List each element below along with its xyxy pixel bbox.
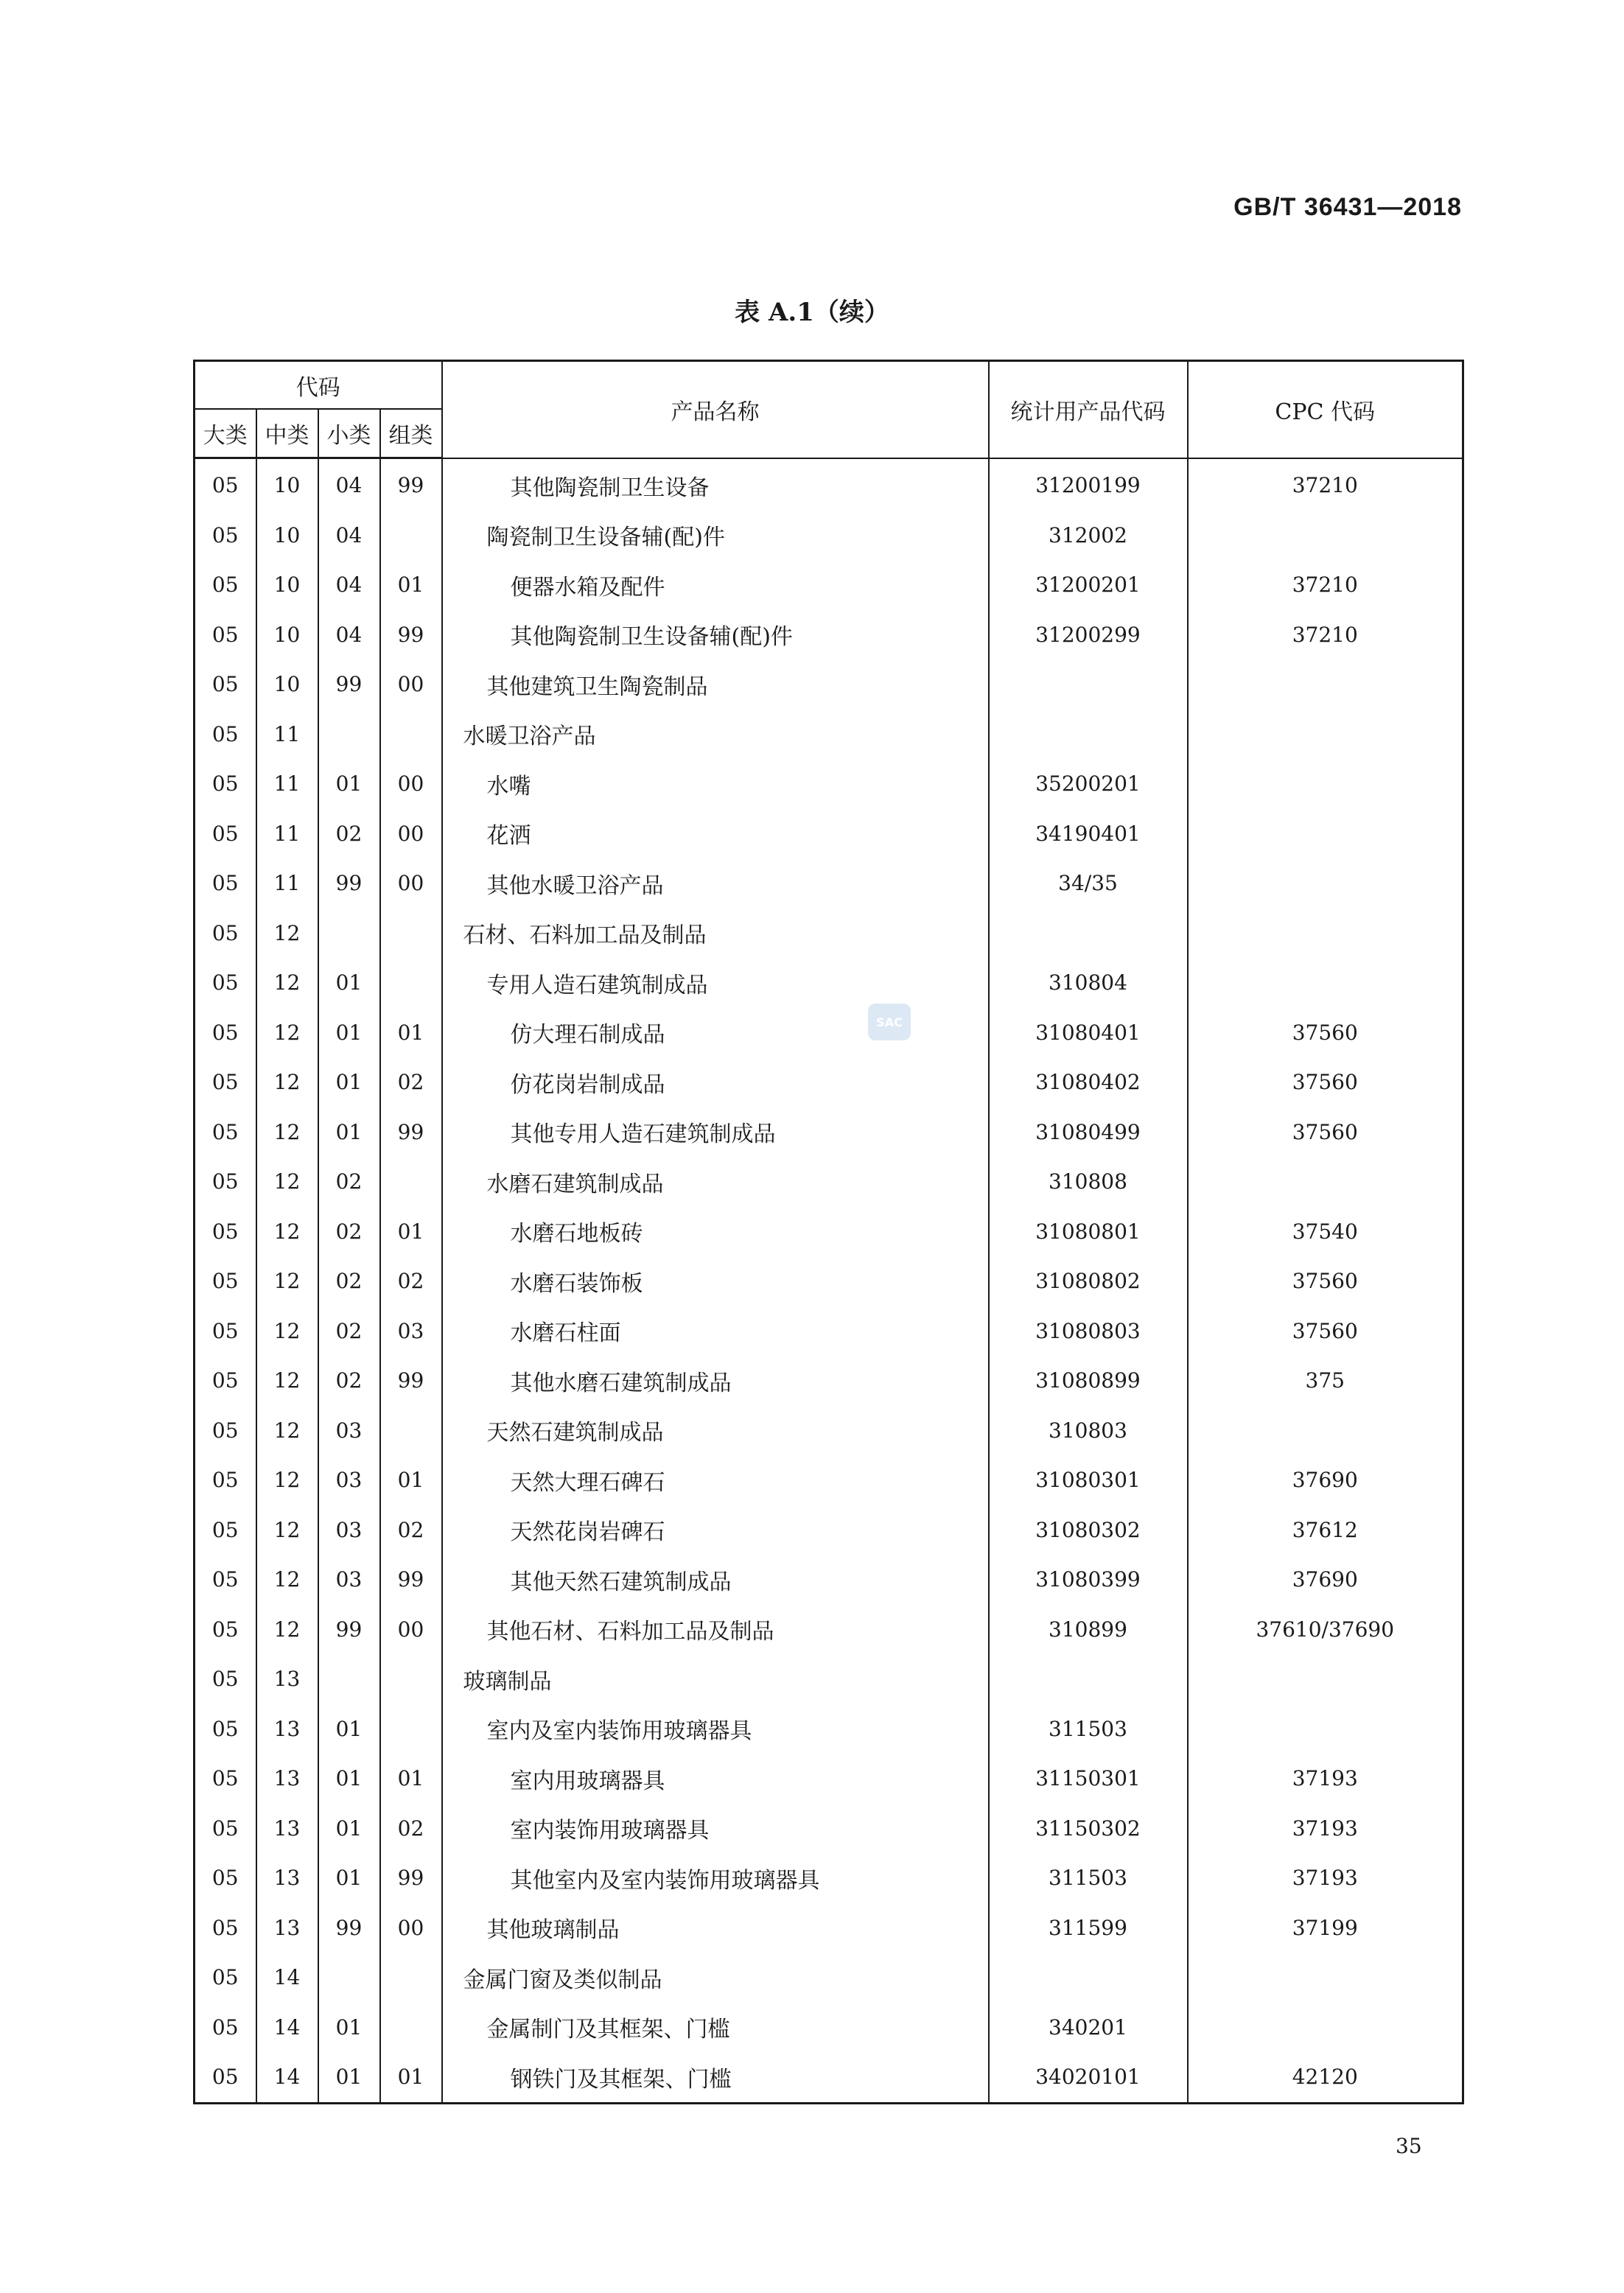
cell-stat-code: 312002 [989,511,1188,561]
table-row [195,1157,1463,1207]
cell-stat-code: 31080801 [989,1207,1188,1257]
cell-major: 05 [195,1505,256,1555]
cell-product-name: 天然大理石碑石 [442,1455,989,1505]
cell-middle: 12 [256,1356,318,1406]
cell-major: 05 [195,759,256,809]
cell-middle: 12 [256,1256,318,1306]
cell-cpc-code [1188,858,1463,909]
table-row [195,1804,1463,1854]
cell-group: 99 [380,1356,442,1406]
cell-minor: 01 [318,1008,380,1058]
table-row [195,909,1463,959]
cell-stat-code: 31080803 [989,1306,1188,1356]
header-major: 大类 [195,409,256,458]
cell-stat-code: 34/35 [989,858,1188,909]
cell-cpc-code [1188,1704,1463,1754]
cell-middle: 12 [256,1605,318,1655]
cell-product-name: 其他石材、石料加工品及制品 [442,1605,989,1655]
cell-product-name: 室内装饰用玻璃器具 [442,1804,989,1854]
cell-group: 02 [380,1256,442,1306]
cell-group: 00 [380,809,442,859]
cell-stat-code: 31080302 [989,1505,1188,1555]
cell-major: 05 [195,1704,256,1754]
cell-middle: 13 [256,1804,318,1854]
cell-product-name: 其他专用人造石建筑制成品 [442,1107,989,1158]
cell-major: 05 [195,909,256,959]
cell-middle: 14 [256,2003,318,2053]
cell-product-name: 仿花岗岩制成品 [442,1057,989,1107]
cell-stat-code: 31080399 [989,1555,1188,1605]
cell-minor: 03 [318,1555,380,1605]
table-row [195,560,1463,610]
cell-middle: 13 [256,1903,318,1953]
cell-stat-code: 310803 [989,1406,1188,1456]
cell-group [380,958,442,1008]
cell-cpc-code: 37560 [1188,1057,1463,1107]
cell-minor: 03 [318,1455,380,1505]
cell-group: 01 [380,560,442,610]
cell-minor: 01 [318,2052,380,2103]
cell-group: 99 [380,1853,442,1903]
cell-group: 02 [380,1057,442,1107]
table-row [195,1754,1463,1804]
cell-product-name: 天然花岗岩碑石 [442,1505,989,1555]
header-product-name: 产品名称 [442,361,989,458]
cell-cpc-code [1188,1654,1463,1704]
page-number: 35 [1396,2134,1422,2158]
cell-cpc-code [1188,909,1463,959]
cell-product-name: 陶瓷制卫生设备辅(配)件 [442,511,989,561]
cell-cpc-code [1188,759,1463,809]
cell-stat-code: 31200199 [989,458,1188,511]
header-middle: 中类 [256,409,318,458]
cell-major: 05 [195,809,256,859]
cell-group: 03 [380,1306,442,1356]
cell-group: 99 [380,1555,442,1605]
cell-minor: 04 [318,610,380,660]
cell-product-name: 水磨石柱面 [442,1306,989,1356]
cell-major: 05 [195,1804,256,1854]
cell-group: 00 [380,1903,442,1953]
cell-middle: 12 [256,1555,318,1605]
cell-minor: 01 [318,958,380,1008]
cell-minor: 02 [318,1356,380,1406]
header-group: 组类 [380,409,442,458]
cell-cpc-code: 37210 [1188,458,1463,511]
cell-minor: 99 [318,1605,380,1655]
cell-product-name: 水暖卫浴产品 [442,710,989,760]
cell-minor: 01 [318,1853,380,1903]
table-row [195,2003,1463,2053]
cell-cpc-code: 37540 [1188,1207,1463,1257]
cell-group: 00 [380,1605,442,1655]
cell-product-name: 花洒 [442,809,989,859]
cell-middle: 12 [256,1505,318,1555]
cell-product-name: 天然石建筑制成品 [442,1406,989,1456]
cell-minor: 01 [318,1754,380,1804]
table-row [195,1555,1463,1605]
cell-major: 05 [195,1953,256,2003]
cell-middle: 10 [256,458,318,511]
table-row [195,659,1463,710]
cell-group: 01 [380,1008,442,1058]
header-stat-code: 统计用产品代码 [989,361,1188,458]
table-row [195,858,1463,909]
cell-middle: 11 [256,710,318,760]
cell-major: 05 [195,1555,256,1605]
cell-stat-code: 31080899 [989,1356,1188,1406]
cell-stat-code: 311503 [989,1704,1188,1754]
cell-group [380,909,442,959]
table-row [195,1505,1463,1555]
cell-minor [318,909,380,959]
cell-minor [318,710,380,760]
cell-major: 05 [195,1057,256,1107]
cell-product-name: 钢铁门及其框架、门槛 [442,2052,989,2103]
cell-major: 05 [195,560,256,610]
cell-product-name: 水磨石地板砖 [442,1207,989,1257]
cell-group: 02 [380,1505,442,1555]
cell-middle: 12 [256,1008,318,1058]
cell-major: 05 [195,610,256,660]
cell-minor: 99 [318,1903,380,1953]
cell-cpc-code [1188,1157,1463,1207]
cell-middle: 12 [256,958,318,1008]
cell-cpc-code [1188,1406,1463,1456]
cell-cpc-code [1188,809,1463,859]
cell-cpc-code: 37610/37690 [1188,1605,1463,1655]
cell-middle: 14 [256,1953,318,2003]
cell-stat-code: 31150302 [989,1804,1188,1854]
cell-product-name: 金属门窗及类似制品 [442,1953,989,2003]
cell-cpc-code: 37560 [1188,1256,1463,1306]
cell-product-name: 室内及室内装饰用玻璃器具 [442,1704,989,1754]
cell-major: 05 [195,2052,256,2103]
table-row [195,458,1463,511]
cell-product-name: 水磨石装饰板 [442,1256,989,1306]
table-row [195,1256,1463,1306]
cell-product-name: 便器水箱及配件 [442,560,989,610]
table-row [195,1207,1463,1257]
cell-middle: 11 [256,759,318,809]
table-row [195,809,1463,859]
cell-minor: 01 [318,1107,380,1158]
cell-group [380,710,442,760]
cell-cpc-code: 37199 [1188,1903,1463,1953]
cell-group [380,1406,442,1456]
cell-major: 05 [195,1406,256,1456]
table-row [195,1953,1463,2003]
table-row [195,1605,1463,1655]
cell-middle: 10 [256,511,318,561]
table-row [195,1455,1463,1505]
cell-group: 01 [380,1207,442,1257]
cell-product-name: 其他陶瓷制卫生设备辅(配)件 [442,610,989,660]
cell-group [380,1953,442,2003]
cell-stat-code: 31200299 [989,610,1188,660]
cell-group: 00 [380,659,442,710]
cell-stat-code: 34190401 [989,809,1188,859]
cell-major: 05 [195,858,256,909]
product-code-table [193,360,1464,2104]
cell-stat-code [989,710,1188,760]
cell-major: 05 [195,1853,256,1903]
cell-major: 05 [195,1455,256,1505]
cell-group: 01 [380,2052,442,2103]
cell-cpc-code [1188,1953,1463,2003]
cell-group: 01 [380,1455,442,1505]
cell-major: 05 [195,1754,256,1804]
cell-cpc-code: 42120 [1188,2052,1463,2103]
cell-stat-code: 311503 [989,1853,1188,1903]
cell-group [380,1157,442,1207]
cell-product-name: 其他天然石建筑制成品 [442,1555,989,1605]
cell-cpc-code: 37690 [1188,1455,1463,1505]
cell-cpc-code: 37560 [1188,1107,1463,1158]
cell-minor: 02 [318,1256,380,1306]
cell-minor: 04 [318,458,380,511]
table-row [195,759,1463,809]
cell-group: 01 [380,1754,442,1804]
cell-middle: 10 [256,610,318,660]
table-row [195,1356,1463,1406]
cell-product-name: 其他建筑卫生陶瓷制品 [442,659,989,710]
table-row [195,1654,1463,1704]
cell-stat-code [989,909,1188,959]
cell-minor: 01 [318,1704,380,1754]
cell-minor: 02 [318,1157,380,1207]
cell-middle: 12 [256,1157,318,1207]
cell-stat-code: 31080301 [989,1455,1188,1505]
cell-product-name: 专用人造石建筑制成品 [442,958,989,1008]
cell-stat-code: 31080802 [989,1256,1188,1306]
cell-product-name: 金属制门及其框架、门槛 [442,2003,989,2053]
cell-stat-code: 310804 [989,958,1188,1008]
header-code-group: 代码 [195,361,442,410]
table-row [195,1306,1463,1356]
cell-middle: 12 [256,1406,318,1456]
cell-middle: 12 [256,1057,318,1107]
table-row [195,1903,1463,1953]
cell-major: 05 [195,2003,256,2053]
cell-stat-code: 31200201 [989,560,1188,610]
cell-major: 05 [195,511,256,561]
cell-minor: 99 [318,659,380,710]
cell-middle: 13 [256,1704,318,1754]
cell-stat-code: 31080499 [989,1107,1188,1158]
cell-major: 05 [195,1107,256,1158]
cell-major: 05 [195,659,256,710]
cell-minor [318,1654,380,1704]
cell-group: 00 [380,858,442,909]
cell-group [380,2003,442,2053]
cell-major: 05 [195,458,256,511]
cell-product-name: 水磨石建筑制成品 [442,1157,989,1207]
sac-watermark: SAC [868,1004,911,1040]
cell-group [380,511,442,561]
cell-stat-code: 31080401 [989,1008,1188,1058]
cell-product-name: 其他室内及室内装饰用玻璃器具 [442,1853,989,1903]
table-body [195,458,1463,2104]
cell-middle: 12 [256,1306,318,1356]
cell-middle: 12 [256,1107,318,1158]
cell-major: 05 [195,958,256,1008]
cell-product-name: 室内用玻璃器具 [442,1754,989,1804]
table-row [195,610,1463,660]
cell-group: 99 [380,610,442,660]
standard-number: GB/T 36431—2018 [1233,193,1462,221]
header-minor: 小类 [318,409,380,458]
cell-product-name: 石材、石料加工品及制品 [442,909,989,959]
cell-middle: 12 [256,1455,318,1505]
cell-middle: 11 [256,809,318,859]
cell-product-name: 其他玻璃制品 [442,1903,989,1953]
cell-middle: 10 [256,560,318,610]
table-row [195,2052,1463,2103]
cell-group: 99 [380,458,442,511]
cell-product-name: 其他水磨石建筑制成品 [442,1356,989,1406]
cell-minor: 03 [318,1406,380,1456]
cell-minor: 04 [318,511,380,561]
cell-minor: 01 [318,2003,380,2053]
table-row [195,1406,1463,1456]
cell-major: 05 [195,1008,256,1058]
table-caption: 表 A.1（续） [735,298,889,327]
cell-stat-code: 310899 [989,1605,1188,1655]
cell-major: 05 [195,1903,256,1953]
cell-minor: 02 [318,809,380,859]
cell-major: 05 [195,1306,256,1356]
cell-minor: 02 [318,1207,380,1257]
cell-stat-code: 31150301 [989,1754,1188,1804]
cell-cpc-code [1188,511,1463,561]
table-row [195,1853,1463,1903]
cell-stat-code [989,1953,1188,2003]
cell-middle: 12 [256,1207,318,1257]
cell-product-name: 水嘴 [442,759,989,809]
cell-major: 05 [195,1207,256,1257]
cell-cpc-code [1188,710,1463,760]
cell-minor: 02 [318,1306,380,1356]
cell-stat-code: 34020101 [989,2052,1188,2103]
cell-product-name: 其他陶瓷制卫生设备 [442,458,989,511]
cell-group [380,1654,442,1704]
cell-group: 02 [380,1804,442,1854]
header-cpc-code: CPC 代码 [1188,361,1463,458]
cell-minor: 03 [318,1505,380,1555]
table-row [195,1057,1463,1107]
cell-stat-code: 35200201 [989,759,1188,809]
cell-cpc-code [1188,958,1463,1008]
cell-middle: 11 [256,858,318,909]
cell-cpc-code: 37690 [1188,1555,1463,1605]
cell-minor: 01 [318,1804,380,1854]
cell-major: 05 [195,1654,256,1704]
cell-cpc-code: 37210 [1188,560,1463,610]
cell-cpc-code: 375 [1188,1356,1463,1406]
table-row [195,958,1463,1008]
cell-product-name: 仿大理石制成品 [442,1008,989,1058]
cell-stat-code: 31080402 [989,1057,1188,1107]
cell-cpc-code: 37193 [1188,1754,1463,1804]
cell-cpc-code: 37560 [1188,1008,1463,1058]
cell-cpc-code [1188,2003,1463,2053]
cell-middle: 13 [256,1654,318,1704]
table-row [195,1704,1463,1754]
cell-stat-code [989,659,1188,710]
cell-middle: 14 [256,2052,318,2103]
cell-major: 05 [195,1605,256,1655]
cell-major: 05 [195,1157,256,1207]
cell-major: 05 [195,710,256,760]
cell-product-name: 玻璃制品 [442,1654,989,1704]
cell-middle: 13 [256,1853,318,1903]
cell-middle: 13 [256,1754,318,1804]
cell-product-name: 其他水暖卫浴产品 [442,858,989,909]
cell-cpc-code: 37210 [1188,610,1463,660]
cell-middle: 10 [256,659,318,710]
cell-cpc-code [1188,659,1463,710]
cell-group: 99 [380,1107,442,1158]
cell-stat-code: 340201 [989,2003,1188,2053]
cell-cpc-code: 37193 [1188,1804,1463,1854]
table-row [195,1008,1463,1058]
cell-stat-code: 311599 [989,1903,1188,1953]
cell-stat-code: 310808 [989,1157,1188,1207]
cell-minor: 04 [318,560,380,610]
table-row [195,1107,1463,1158]
cell-minor: 01 [318,759,380,809]
cell-cpc-code: 37560 [1188,1306,1463,1356]
cell-group [380,1704,442,1754]
cell-major: 05 [195,1356,256,1406]
cell-stat-code [989,1654,1188,1704]
cell-cpc-code: 37612 [1188,1505,1463,1555]
table-row [195,710,1463,760]
cell-minor: 01 [318,1057,380,1107]
table-row [195,511,1463,561]
cell-minor [318,1953,380,2003]
cell-minor: 99 [318,858,380,909]
cell-middle: 12 [256,909,318,959]
cell-major: 05 [195,1256,256,1306]
cell-group: 00 [380,759,442,809]
cell-cpc-code: 37193 [1188,1853,1463,1903]
